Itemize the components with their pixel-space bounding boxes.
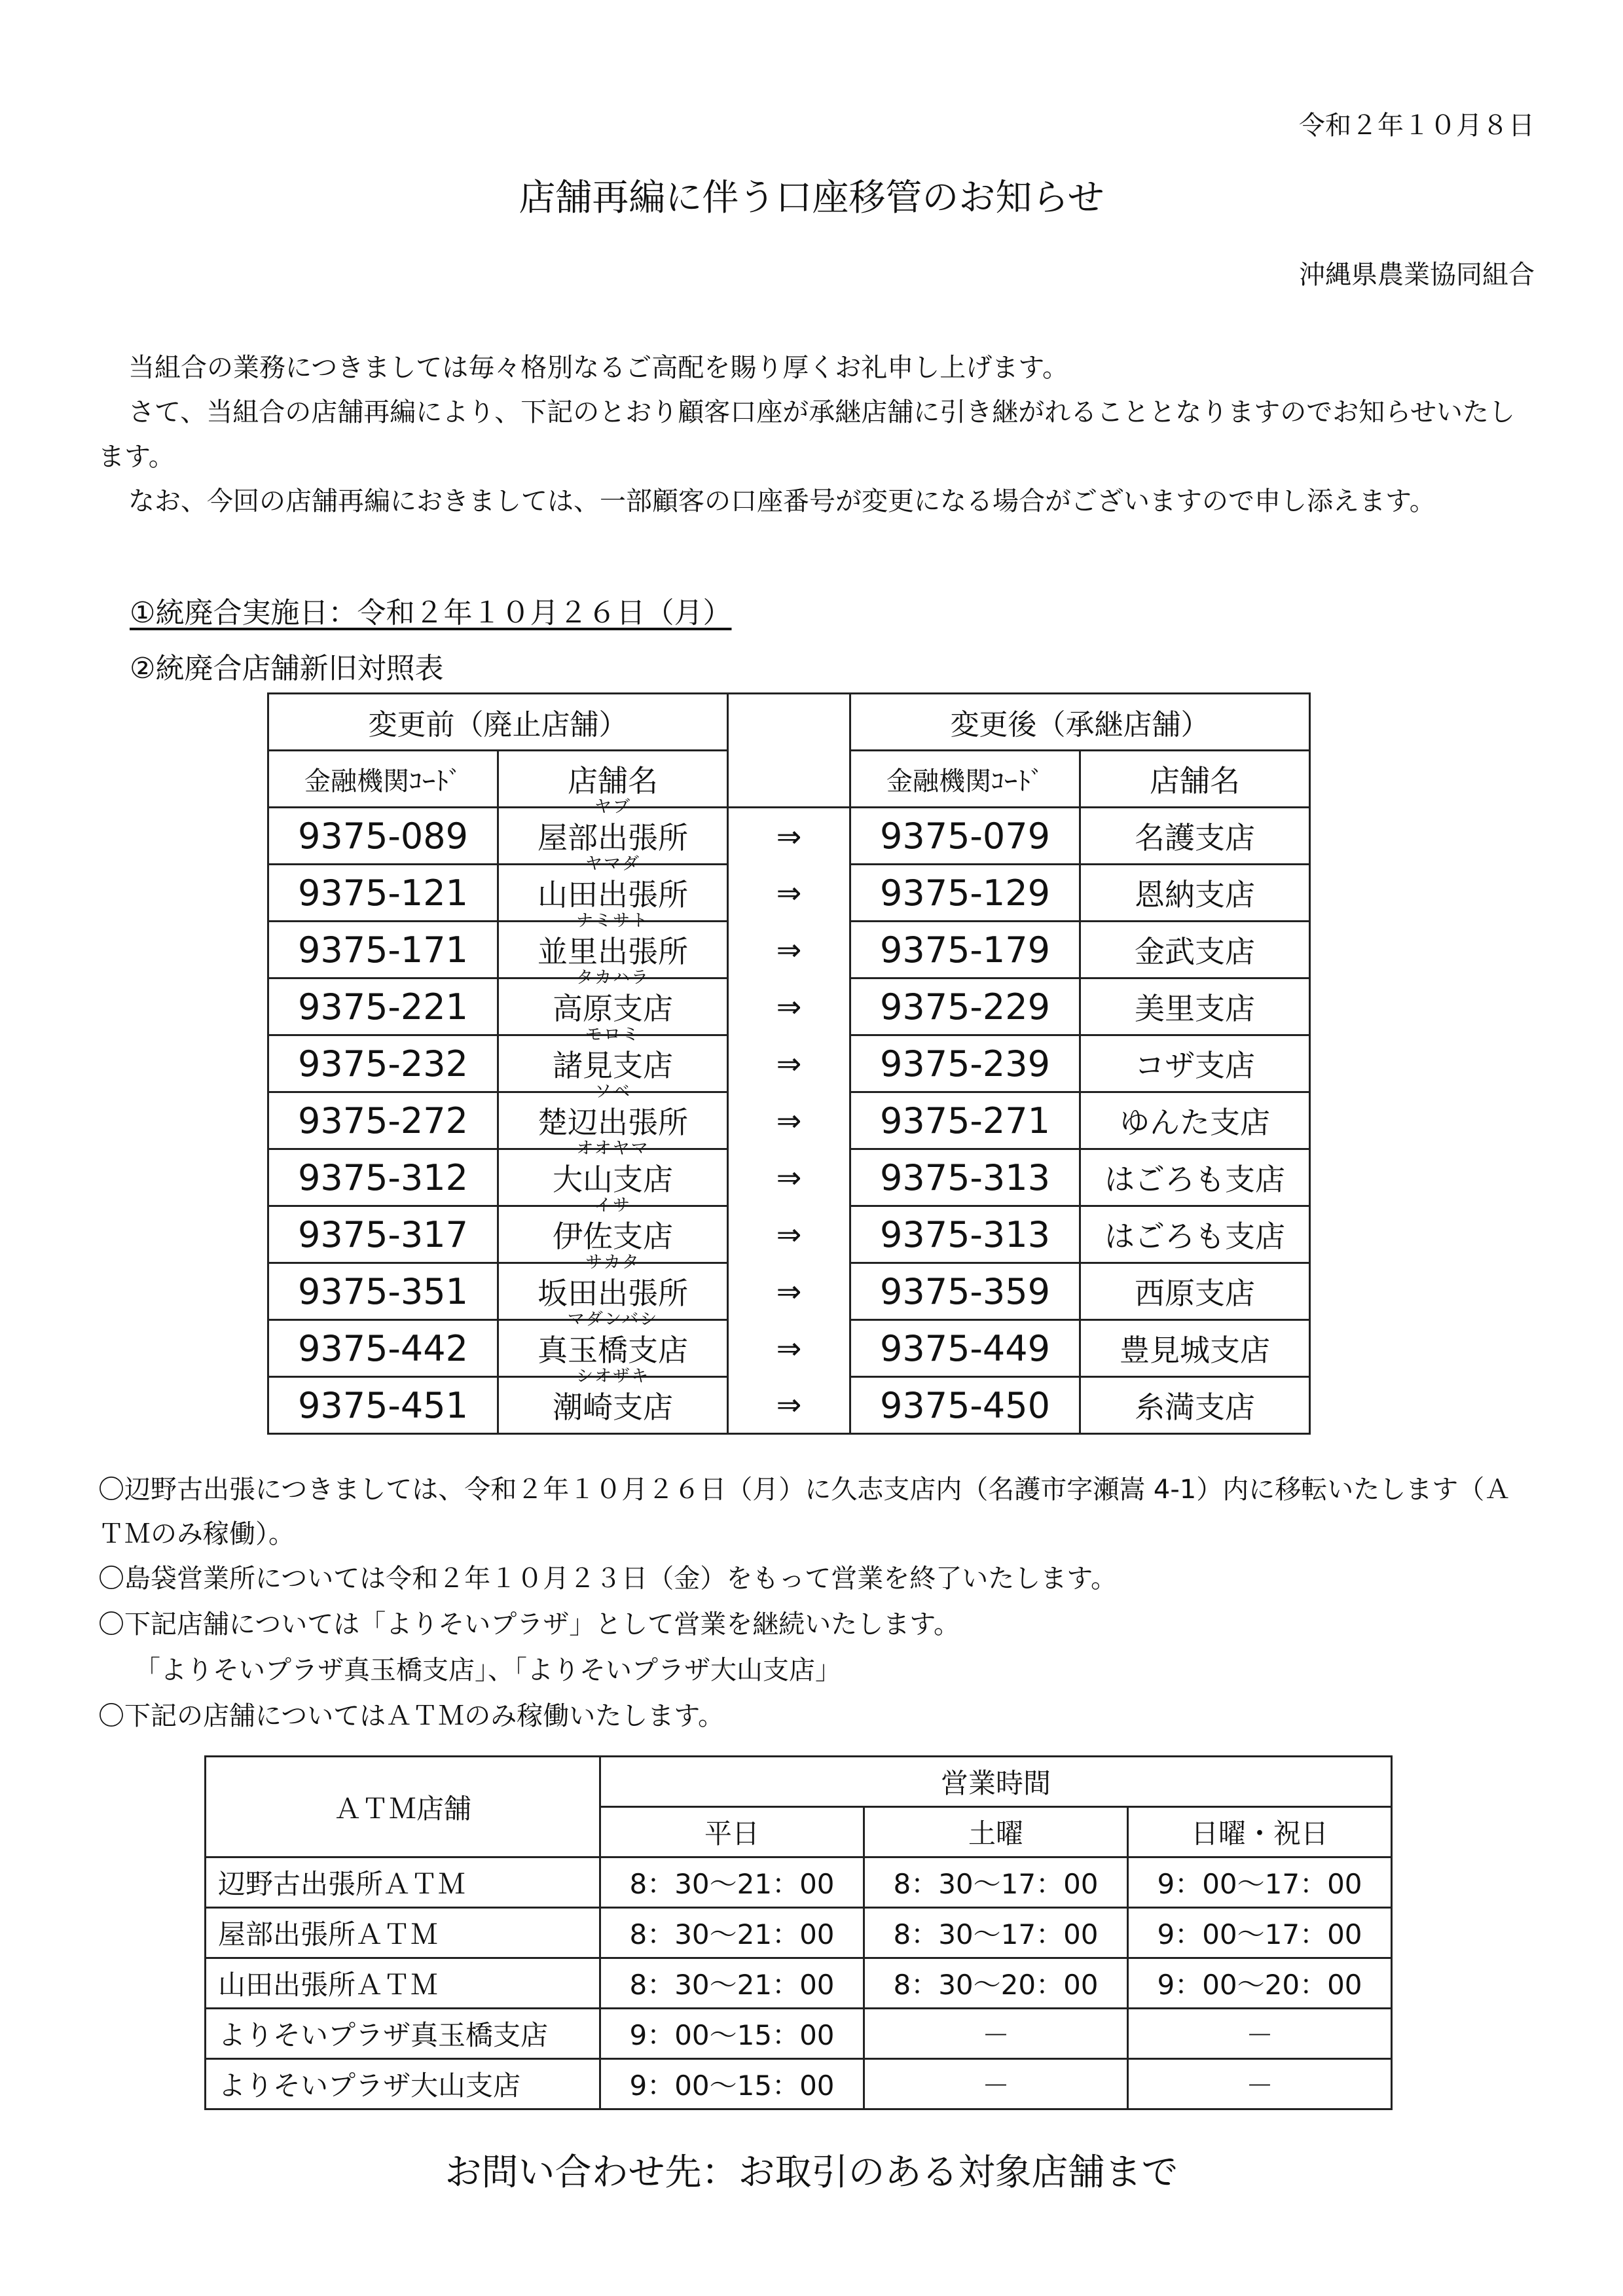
table-row (268, 922, 1310, 978)
arrow: ⇒ (728, 978, 850, 1035)
store-reading: マダンバシ (567, 1310, 659, 1329)
sunday-hours: 9：00～17：00 (1128, 1857, 1392, 1908)
old-code: 9375-089 (268, 808, 498, 865)
new-code: 9375-450 (850, 1377, 1080, 1434)
old-store-label: 坂田出張所 (538, 1276, 688, 1311)
arrow: ⇒ (728, 922, 850, 978)
store-reading: ナミサト (575, 911, 649, 931)
old-code: 9375-312 (268, 1149, 498, 1206)
before-header: 変更前（廃止店舗） (268, 694, 728, 751)
new-code: 9375-179 (850, 922, 1080, 978)
saturday-hours: 8：30～20：00 (864, 1958, 1128, 2009)
atm-store-name: 辺野古出張所ＡＴＭ (206, 1857, 600, 1908)
arrow: ⇒ (728, 1320, 850, 1377)
paragraph-transfer: さて、当組合の店舗再編により、下記のとおり顧客口座が承継店舗に引き継がれることとなりますのでお知らせいたします。 (98, 397, 1515, 472)
new-store: 名護支店 (1080, 808, 1310, 865)
arrow-column-header-2 (728, 751, 850, 808)
table-row (268, 865, 1310, 922)
old-code: 9375-272 (268, 1092, 498, 1149)
sunday-holiday-header: 日曜・祝日 (1128, 1807, 1392, 1857)
new-code-header: 金融機関ｺｰﾄﾞ (850, 751, 1080, 808)
new-store: コザ支店 (1080, 1035, 1310, 1092)
weekday-hours: 8：30～21：00 (600, 1908, 864, 1958)
old-store-label: 伊佐支店 (553, 1219, 673, 1254)
atm-store-name: よりそいプラザ真玉橋支店 (206, 2009, 600, 2059)
new-store: 金武支店 (1080, 922, 1310, 978)
new-store: 西原支店 (1080, 1263, 1310, 1320)
old-code: 9375-121 (268, 865, 498, 922)
after-header: 変更後（承継店舗） (850, 694, 1310, 751)
table-row (268, 1320, 1310, 1377)
table-row (268, 1377, 1310, 1434)
old-code-header: 金融機関ｺｰﾄﾞ (268, 751, 498, 808)
arrow: ⇒ (728, 1149, 850, 1206)
old-code: 9375-351 (268, 1263, 498, 1320)
old-code: 9375-451 (268, 1377, 498, 1434)
weekday-hours: 9：00～15：00 (600, 2009, 864, 2059)
new-code: 9375-449 (850, 1320, 1080, 1377)
weekday-hours: 9：00～15：00 (600, 2059, 864, 2109)
store-reading: オオヤマ (576, 1139, 649, 1158)
atm-store-header: ＡＴＭ店舗 (206, 1757, 600, 1857)
table-row (206, 2059, 1392, 2109)
old-store-label: 大山支店 (553, 1162, 673, 1197)
table-row (268, 808, 1310, 865)
old-store-name (553, 1367, 673, 1427)
old-store-label: 高原支店 (553, 991, 673, 1026)
store-comparison-table (267, 692, 1311, 1435)
store-reading: イサ (594, 1196, 631, 1215)
saturday-hours: － (864, 2059, 1128, 2109)
old-store-label: 並里出張所 (538, 934, 688, 969)
new-store-header: 店舗名 (1080, 751, 1310, 808)
contact-info: お問い合わせ先：お取引のある対象店舗まで (445, 2151, 1178, 2194)
business-hours-header: 営業時間 (600, 1757, 1392, 1807)
organization-name: 沖縄県農業協同組合 (1299, 260, 1535, 290)
paragraph-account-number: なお、今回の店舗再編におきましては、一部顧客の口座番号が変更になる場合がございますので申し添えます。 (128, 486, 1436, 516)
store-reading: ソベ (594, 1082, 631, 1102)
table-row (268, 1263, 1310, 1320)
old-store-label: 真玉橋支店 (538, 1333, 688, 1368)
weekday-hours: 8：30～21：00 (600, 1857, 864, 1908)
saturday-header: 土曜 (864, 1807, 1128, 1857)
arrow: ⇒ (728, 1377, 850, 1434)
old-store-label: 屋部出張所 (538, 820, 688, 855)
new-code: 9375-313 (850, 1206, 1080, 1263)
table-row (268, 1092, 1310, 1149)
atm-store-name: 屋部出張所ＡＴＭ (206, 1908, 600, 1958)
paragraph-greeting: 当組合の業務につきましては毎々格別なるご高配を賜り厚くお礼申し上げます。 (128, 353, 1068, 383)
new-store: 恩納支店 (1080, 865, 1310, 922)
old-code: 9375-317 (268, 1206, 498, 1263)
old-store-label: 楚辺出張所 (538, 1105, 688, 1140)
arrow: ⇒ (728, 1263, 850, 1320)
table-row (206, 2009, 1392, 2059)
new-code: 9375-271 (850, 1092, 1080, 1149)
new-code: 9375-359 (850, 1263, 1080, 1320)
store-reading: ヤブ (594, 797, 631, 817)
old-code: 9375-171 (268, 922, 498, 978)
document-title: 店舗再編に伴う口座移管のお知らせ (519, 177, 1104, 219)
table-row (268, 1035, 1310, 1092)
note-atm-only: 〇下記の店舗についてはＡＴＭのみ稼働いたします。 (98, 1701, 724, 1731)
sunday-hours: － (1128, 2009, 1392, 2059)
table-row (268, 1206, 1310, 1263)
table-row (206, 1857, 1392, 1908)
arrow: ⇒ (728, 1206, 850, 1263)
atm-hours-table (204, 1755, 1393, 2110)
new-code: 9375-129 (850, 865, 1080, 922)
note-yorisoi-stores: 「よりそいプラザ真玉橋支店」、「よりそいプラザ大山支店」 (134, 1655, 841, 1685)
old-store-header: 店舗名 (498, 751, 728, 808)
store-reading: タカハラ (575, 968, 649, 988)
weekday-header: 平日 (600, 1807, 864, 1857)
comparison-table-title: ②統廃合店舗新旧対照表 (130, 652, 444, 685)
new-store: ゆんた支店 (1080, 1092, 1310, 1149)
old-code: 9375-232 (268, 1035, 498, 1092)
saturday-hours: 8：30～17：00 (864, 1908, 1128, 1958)
store-reading: ヤマダ (585, 854, 640, 874)
table-row (206, 1958, 1392, 2009)
arrow: ⇒ (728, 1092, 850, 1149)
arrow: ⇒ (728, 808, 850, 865)
sunday-hours: 9：00～20：00 (1128, 1958, 1392, 2009)
old-store (498, 1367, 728, 1434)
arrow: ⇒ (728, 1035, 850, 1092)
new-code: 9375-229 (850, 978, 1080, 1035)
old-store-label: 諸見支店 (553, 1048, 673, 1083)
store-reading: モロミ (585, 1025, 640, 1045)
implementation-date: ①統廃合実施日：令和２年１０月２６日（月） (130, 596, 732, 630)
note-shimabukuro: 〇島袋営業所については令和２年１０月２３日（金）をもって営業を終了いたします。 (98, 1564, 1117, 1594)
note-henoko: 〇辺野古出張につきましては、令和２年１０月２６日（月）に久志支店内（名護市字瀬嵩 4-1）内に移転いたします（ＡＴＭのみ稼働）。 (98, 1475, 1511, 1549)
new-store: 糸満支店 (1080, 1377, 1310, 1434)
new-store: 美里支店 (1080, 978, 1310, 1035)
arrow-column-header (728, 694, 850, 751)
saturday-hours: 8：30～17：00 (864, 1857, 1128, 1908)
new-store: はごろも支店 (1080, 1149, 1310, 1206)
table-row (268, 978, 1310, 1035)
weekday-hours: 8：30～21：00 (600, 1958, 864, 2009)
atm-store-name: よりそいプラザ大山支店 (206, 2059, 600, 2109)
arrow: ⇒ (728, 865, 850, 922)
new-code: 9375-239 (850, 1035, 1080, 1092)
store-reading: サカタ (585, 1253, 640, 1272)
saturday-hours: － (864, 2009, 1128, 2059)
old-store-label: 山田出張所 (538, 877, 688, 912)
new-code: 9375-079 (850, 808, 1080, 865)
old-code: 9375-221 (268, 978, 498, 1035)
new-store: はごろも支店 (1080, 1206, 1310, 1263)
new-store: 豊見城支店 (1080, 1320, 1310, 1377)
store-reading: シオザキ (575, 1367, 649, 1386)
document-date: 令和２年１０月８日 (1299, 111, 1535, 141)
old-store-label: 潮崎支店 (553, 1390, 673, 1425)
table-row (206, 1908, 1392, 1958)
sunday-hours: － (1128, 2059, 1392, 2109)
note-yorisoi-plaza: 〇下記店舗については「よりそいプラザ」として営業を継続いたします。 (98, 1609, 960, 1640)
sunday-hours: 9：00～17：00 (1128, 1908, 1392, 1958)
table-row (268, 1149, 1310, 1206)
old-code: 9375-442 (268, 1320, 498, 1377)
atm-store-name: 山田出張所ＡＴＭ (206, 1958, 600, 2009)
new-code: 9375-313 (850, 1149, 1080, 1206)
